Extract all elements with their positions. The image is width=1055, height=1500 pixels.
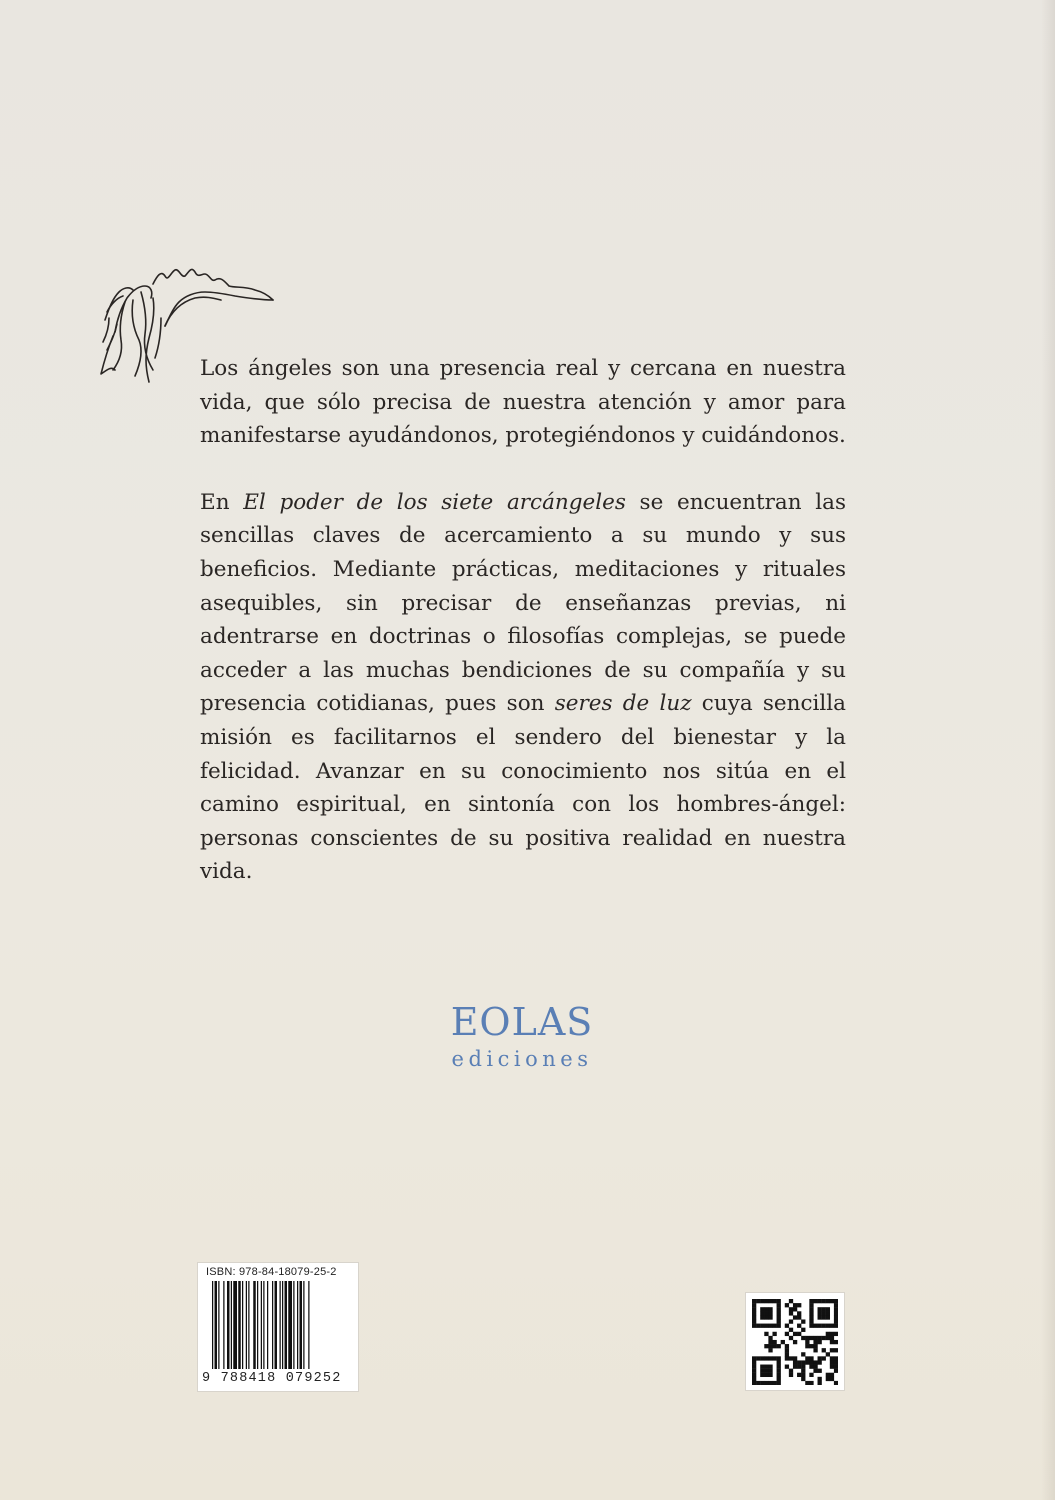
seres-de-luz-italic: seres de luz bbox=[554, 691, 692, 717]
cover-edge-shadow bbox=[1041, 0, 1055, 1500]
paragraph-text: se encuentran las sencillas claves de acercamiento a su mundo y sus beneficios. Mediante prácticas, meditaciones y rituales asequibles, sin precisar de enseñanzas previas, ni adentrarse en doctrinas o filosofías complejas, se puede acceder a las muchas bendiciones de su compañía y su presencia cotidianas, pues son bbox=[200, 489, 846, 717]
paragraph-text: En bbox=[200, 489, 244, 515]
publisher-logo bbox=[400, 1000, 644, 1072]
isbn-label: ISBN: 978-84-18079-25-2 bbox=[206, 1266, 337, 1278]
isbn-barcode bbox=[197, 1262, 359, 1392]
paragraph-intro: Los ángeles son una presencia real y cercana en nuestra vida, que sólo precisa de nuestra atención y amor para manifestarse ayudándonos, protegiéndonos y cuidándonos. bbox=[200, 356, 846, 449]
publisher-subtitle: ediciones bbox=[451, 1047, 593, 1071]
back-cover-text bbox=[200, 352, 846, 889]
paragraph-description bbox=[200, 486, 846, 889]
publisher-name: EOLAS bbox=[450, 1000, 594, 1044]
book-title-italic: El poder de los siete arcángeles bbox=[243, 489, 626, 515]
barcode-bars-icon bbox=[212, 1281, 348, 1371]
qr-code bbox=[745, 1292, 845, 1391]
isbn-digits: 9 788418 079252 bbox=[202, 1371, 342, 1386]
qr-code-icon bbox=[752, 1299, 838, 1385]
paragraph-text: cuya sencilla misión es facilitarnos el sendero del bienestar y la felicidad. Avanzar en su conocimiento nos sitúa en el camino espiritual, en sintonía con los hombres-ángel: personas conscientes de su positiva realidad en nuestra vida. bbox=[200, 691, 846, 885]
